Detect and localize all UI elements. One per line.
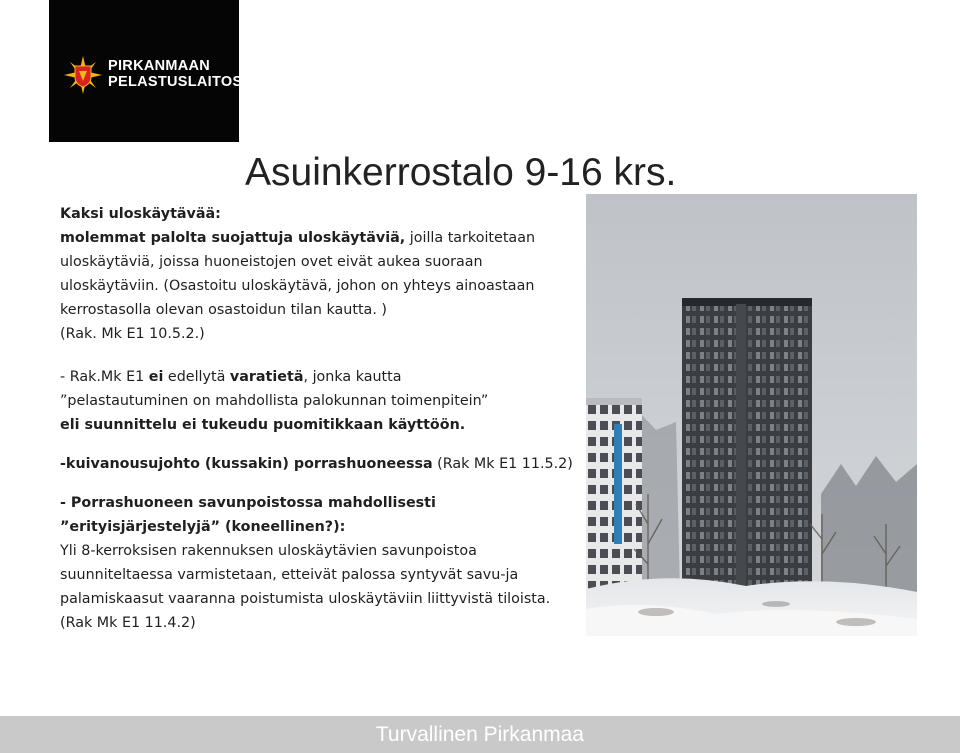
- smoke-heading-2: ”erityisjärjestelyjä” (koneellinen?):: [60, 519, 346, 535]
- smoke-heading-1: - Porrashuoneen savunpoistossa mahdollisesti: [60, 495, 436, 511]
- slide-title: Asuinkerrostalo 9-16 krs.: [245, 151, 677, 194]
- exits-reference: (Rak. Mk E1 10.5.2.): [60, 326, 205, 342]
- footer-bar: [0, 716, 960, 753]
- alternative-route-paragraph: - Rak.Mk E1 ei edellytä varatietä, jonka kautta: [60, 369, 402, 385]
- footer-slogan: Turvallinen Pirkanmaa: [375, 723, 584, 746]
- rescue-quote: ”pelastautuminen on mahdollista palokunnan toimenpitein”: [60, 393, 489, 409]
- building-photo: [586, 194, 917, 636]
- logo-wordmark: [108, 58, 242, 90]
- rescue-emblem-icon: [63, 55, 103, 95]
- ladder-note: eli suunnittelu ei tukeudu puomitikkaan käyttöön.: [60, 417, 466, 433]
- apartment-tower-image: [586, 194, 917, 636]
- logo-line-1: PIRKANMAAN: [108, 58, 211, 74]
- smoke-description: Yli 8-kerroksisen rakennuksen uloskäytävien savunpoistoa suunniteltaessa varmistetaan, etteivät palossa syntyvät savu-ja palamiskaasut vaaranna poistumista uloskäytäviin liittyvistä tiloista. (Rak Mk E1 11.4.2): [60, 543, 551, 631]
- logo-line-2: PELASTUSLAITOS: [108, 74, 243, 90]
- slide-body: [60, 202, 580, 635]
- dry-riser-paragraph: -kuivanousujohto (kussakin) porrashuoneessa (Rak Mk E1 11.5.2): [60, 456, 573, 472]
- exits-description: molemmat palolta suojattuja uloskäytäviä, joilla tarkoitetaan uloskäytäviä, joissa huoneistojen ovet eivät aukea suoraan uloskäytäviin. (Osastoitu uloskäytävä, johon on yhteys ainoastaan kerrostasolla olevan osastoidun tilan kautta. ): [60, 230, 536, 318]
- exits-heading: Kaksi uloskäytävää:: [60, 206, 221, 222]
- organization-logo: [49, 0, 243, 142]
